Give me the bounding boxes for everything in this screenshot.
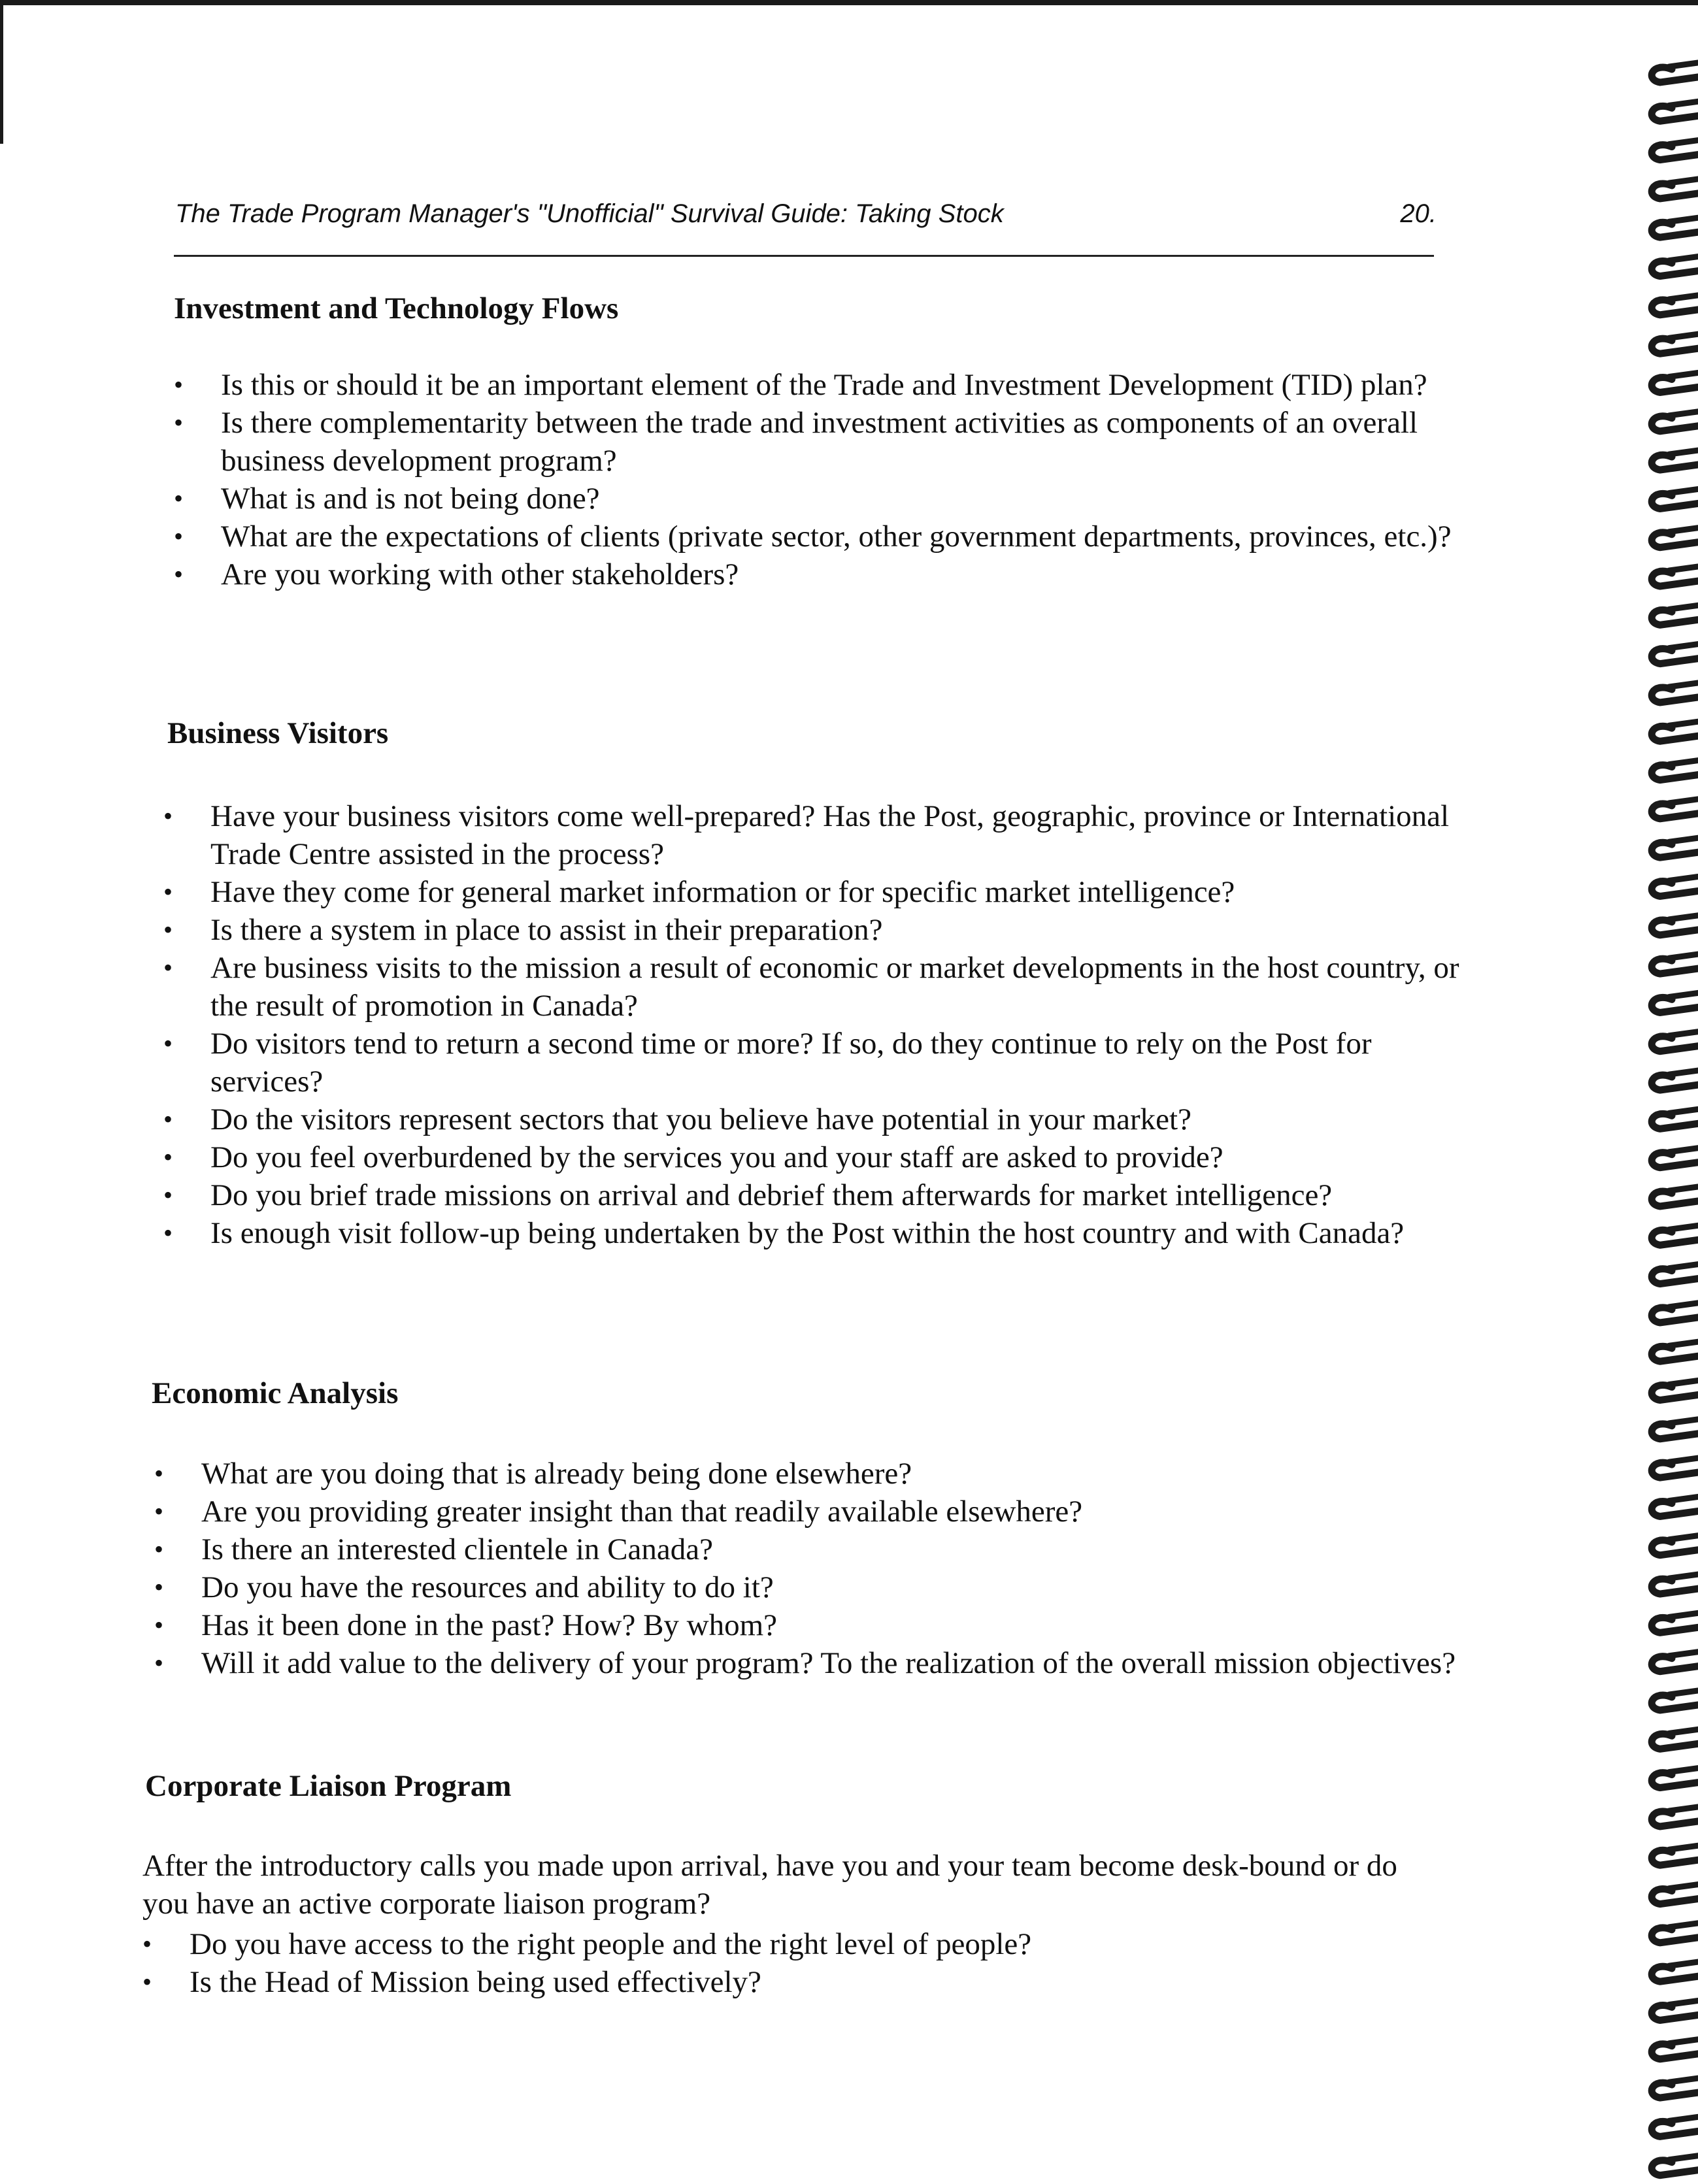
bullet-icon: • [154, 1534, 164, 1564]
binding-loop [1652, 141, 1698, 160]
binding-loop [1652, 179, 1698, 199]
binding-loop [1652, 1148, 1698, 1168]
binding-loop [1652, 1613, 1698, 1632]
binding-loop [1652, 916, 1698, 935]
page-top-border [0, 0, 1698, 5]
bullet-icon: • [174, 521, 184, 551]
binding-loop [1652, 2040, 1698, 2059]
binding-loop [1652, 101, 1698, 121]
page-left-border [0, 0, 3, 144]
list-item: • What is and is not being done? [174, 480, 1468, 518]
list-item: • Have they come for general market information or for specific market intelligence? [163, 873, 1471, 911]
binding-loop [1652, 2117, 1698, 2136]
bullet-icon: • [174, 408, 184, 437]
binding-loop [1652, 295, 1698, 315]
bullet-list-corporate-liaison [142, 1925, 1450, 2001]
binding-loop [1652, 1303, 1698, 1323]
binding-loop [1652, 1729, 1698, 1749]
section-heading-corporate-liaison: Corporate Liaison Program [145, 1769, 512, 1803]
binding-loop [1652, 1962, 1698, 1981]
binding-loop [1652, 334, 1698, 354]
list-item: • Do visitors tend to return a second time or more? If so, do they continue to rely on the Post for services? [163, 1025, 1471, 1100]
binding-loop [1652, 1265, 1698, 1284]
binding-loop [1652, 1885, 1698, 1904]
binding-loop [1652, 1691, 1698, 1710]
bullet-list-investment [174, 366, 1468, 593]
bullet-icon: • [154, 1648, 164, 1678]
binding-loop [1652, 1225, 1698, 1245]
list-item: • Are business visits to the mission a result of economic or market developments in the host country, or the result of promotion in Canada? [163, 949, 1471, 1025]
bullet-icon: • [163, 953, 173, 982]
binding-loop [1652, 954, 1698, 974]
binding-loop [1652, 1768, 1698, 1788]
bullet-list-business-visitors [163, 797, 1471, 1252]
list-item: • Has it been done in the past? How? By whom? [154, 1606, 1461, 1644]
binding-loop [1652, 761, 1698, 780]
binding-loop [1652, 1419, 1698, 1439]
binding-loop [1652, 1923, 1698, 1943]
binding-loop [1652, 1536, 1698, 1555]
binding-loop [1652, 1845, 1698, 1865]
bullet-icon: • [163, 1104, 173, 1134]
list-item: • Will it add value to the delivery of your program? To the realization of the overall mission objectives? [154, 1644, 1461, 1682]
list-item: • Have your business visitors come well-prepared? Has the Post, geographic, province or International Trade Centre assisted in the process? [163, 797, 1471, 873]
binding-loop [1652, 528, 1698, 548]
binding-loop [1652, 605, 1698, 625]
binding-loop [1652, 2156, 1698, 2176]
list-item: • Is there a system in place to assist in their preparation? [163, 911, 1471, 949]
binding-loop [1652, 1032, 1698, 1051]
binding-loop [1652, 1187, 1698, 1206]
section-heading-business-visitors: Business Visitors [167, 716, 389, 750]
bullet-icon: • [163, 1218, 173, 1248]
bullet-icon: • [163, 1142, 173, 1172]
binding-loop [1652, 63, 1698, 82]
bullet-icon: • [154, 1572, 164, 1602]
binding-loop [1652, 721, 1698, 741]
binding-loop [1652, 1109, 1698, 1129]
binding-loop [1652, 567, 1698, 586]
bullet-icon: • [163, 1029, 173, 1058]
binding-loop [1652, 450, 1698, 470]
list-item: • What are the expectations of clients (private sector, other government departments, provinces, etc.)? [174, 518, 1468, 555]
list-item: • Are you providing greater insight than that readily available elsewhere? [154, 1493, 1461, 1530]
binding-loop [1652, 1342, 1698, 1361]
binding-loop [1652, 1458, 1698, 1478]
list-item: • Do you have the resources and ability to do it? [154, 1568, 1461, 1606]
bullet-icon: • [142, 1929, 152, 1959]
binding-loop [1652, 1381, 1698, 1400]
list-item: • Is enough visit follow-up being undertaken by the Post within the host country and with Canada? [163, 1214, 1471, 1252]
bullet-icon: • [142, 1967, 152, 1996]
bullet-icon: • [174, 370, 184, 399]
binding-loop [1652, 2078, 1698, 2098]
corporate-liaison-paragraph: After the introductory calls you made upon arrival, have you and your team become desk-bound or do you have an active corporate liaison program? [142, 1849, 1397, 1921]
binding-loop [1652, 799, 1698, 819]
list-item: • Are you working with other stakeholders? [174, 555, 1468, 593]
running-header [175, 199, 1437, 229]
bullet-list-economic-analysis [154, 1455, 1461, 1682]
binding-loop [1652, 2000, 1698, 2020]
binding-loop [1652, 1807, 1698, 1827]
spiral-binding-icon [1626, 52, 1698, 2184]
binding-loop [1652, 683, 1698, 703]
bullet-icon: • [154, 1497, 164, 1526]
bullet-icon: • [174, 484, 184, 513]
section-heading-investment: Investment and Technology Flows [174, 291, 619, 325]
list-item: • Is the Head of Mission being used effectively? [142, 1963, 1450, 2001]
bullet-icon: • [154, 1610, 164, 1640]
binding-loop [1652, 1497, 1698, 1516]
bullet-icon: • [163, 915, 173, 944]
binding-loop [1652, 372, 1698, 392]
binding-loop [1652, 1574, 1698, 1594]
binding-loop [1652, 218, 1698, 237]
bullet-icon: • [163, 801, 173, 831]
section-heading-economic-analysis: Economic Analysis [152, 1376, 399, 1410]
bullet-icon: • [174, 559, 184, 589]
list-item: • Do you brief trade missions on arrival and debrief them afterwards for market intelligence? [163, 1176, 1471, 1214]
binding-loop [1652, 257, 1698, 276]
list-item: • Is there complementarity between the trade and investment activities as components of an overall business development program? [174, 404, 1468, 480]
page-number: 20. [1400, 199, 1437, 228]
binding-loop [1652, 1070, 1698, 1090]
list-item: • What are you doing that is already being done elsewhere? [154, 1455, 1461, 1493]
binding-loop [1652, 1652, 1698, 1672]
list-item: • Do you feel overburdened by the services you and your staff are asked to provide? [163, 1138, 1471, 1176]
binding-loop [1652, 489, 1698, 508]
binding-loop [1652, 876, 1698, 896]
binding-loop [1652, 993, 1698, 1012]
list-item: • Do you have access to the right people and the right level of people? [142, 1925, 1450, 1963]
binding-loop [1652, 412, 1698, 431]
list-item: • Is there an interested clientele in Canada? [154, 1530, 1461, 1568]
bullet-icon: • [154, 1459, 164, 1488]
binding-loop [1652, 838, 1698, 857]
bullet-icon: • [163, 1180, 173, 1210]
list-item: • Is this or should it be an important element of the Trade and Investment Development (TID) plan? [174, 366, 1468, 404]
bullet-icon: • [163, 877, 173, 906]
header-title: The Trade Program Manager's "Unofficial" Survival Guide: Taking Stock [175, 199, 1004, 228]
header-rule [174, 255, 1434, 257]
binding-loop [1652, 644, 1698, 664]
list-item: • Do the visitors represent sectors that you believe have potential in your market? [163, 1100, 1471, 1138]
